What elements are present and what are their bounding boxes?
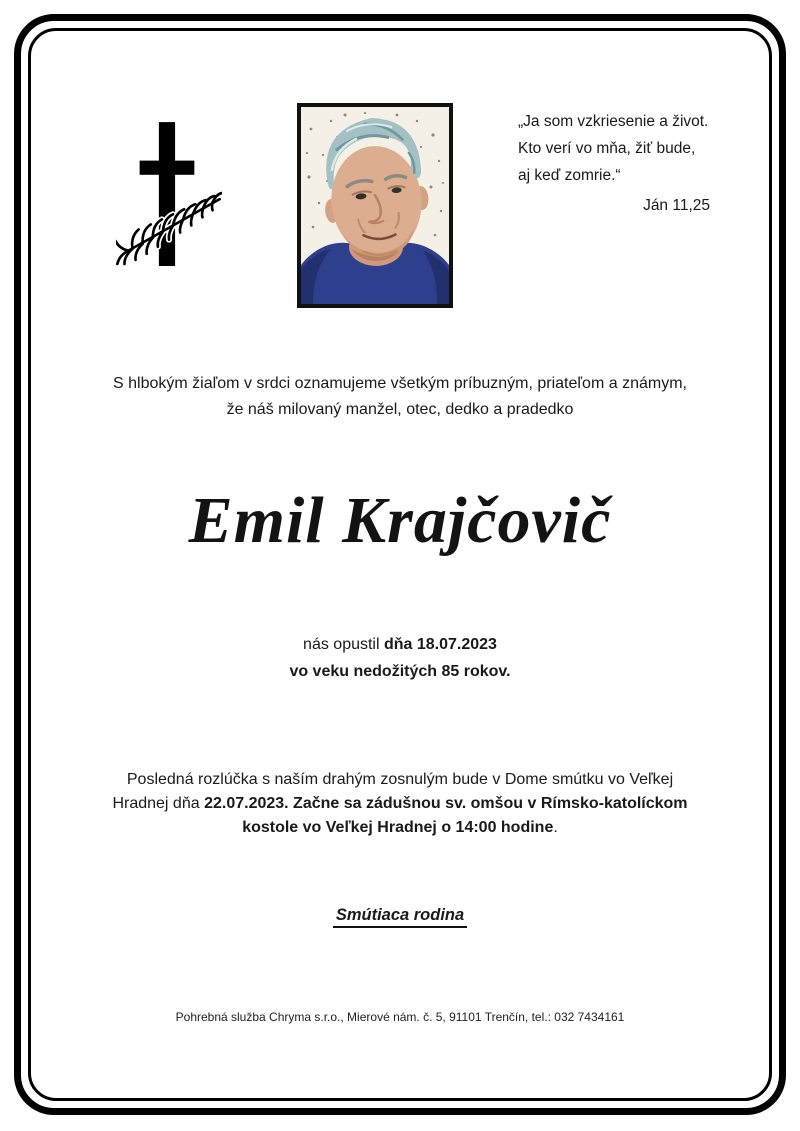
cross-palm-icon	[116, 114, 222, 268]
announcement-line: že náš milovaný manžel, otec, dedko a pradedko	[226, 401, 574, 418]
funeral-details	[0, 768, 800, 840]
deceased-name: Emil Krajčovič	[188, 484, 612, 557]
mourning-family: Smútiaca rodina	[333, 906, 467, 928]
announcement-text	[0, 371, 800, 423]
passing-prefix: nás opustil	[303, 636, 384, 653]
passing-info	[0, 631, 800, 685]
portrait-photo	[297, 103, 453, 308]
passing-age: vo veku nedožitých 85 rokov.	[289, 663, 511, 680]
funeral-line	[0, 816, 800, 840]
funeral-line3-suffix: .	[553, 819, 558, 836]
passing-date: dňa 18.07.2023	[383, 636, 497, 653]
quote-line: aj keď zomrie.“	[518, 167, 621, 184]
announcement-line: S hlbokým žiaľom v srdci oznamujeme všetkým príbuzným, priateľom a známym,	[113, 375, 687, 392]
funeral-line2-prefix: Hradnej dňa	[112, 795, 205, 812]
quote-line: „Ja som vzkriesenie a život.	[518, 113, 709, 130]
funeral-line: Posledná rozlúčka s naším drahým zosnulým bude v Dome smútku vo Veľkej	[126, 771, 674, 788]
funeral-line3-bold: kostole vo Veľkej Hradnej o 14:00 hodine	[242, 819, 554, 836]
quote-reference: Ján 11,25	[643, 197, 710, 214]
funeral-line	[0, 792, 800, 816]
passing-line-date	[0, 631, 800, 658]
scripture-quote	[518, 108, 724, 219]
funeral-line2-bold: 22.07.2023. Začne sa zádušnou sv. omšou v Rímsko-katolíckom	[204, 795, 688, 812]
quote-line: Kto verí vo mňa, žiť bude,	[518, 140, 696, 157]
funeral-company-footer: Pohrebná služba Chryma s.r.o., Mierové nám. č. 5, 91101 Trenčín, tel.: 032 7434161	[175, 1010, 625, 1024]
passing-line-age	[0, 658, 800, 685]
mourning-family-row	[0, 906, 800, 928]
